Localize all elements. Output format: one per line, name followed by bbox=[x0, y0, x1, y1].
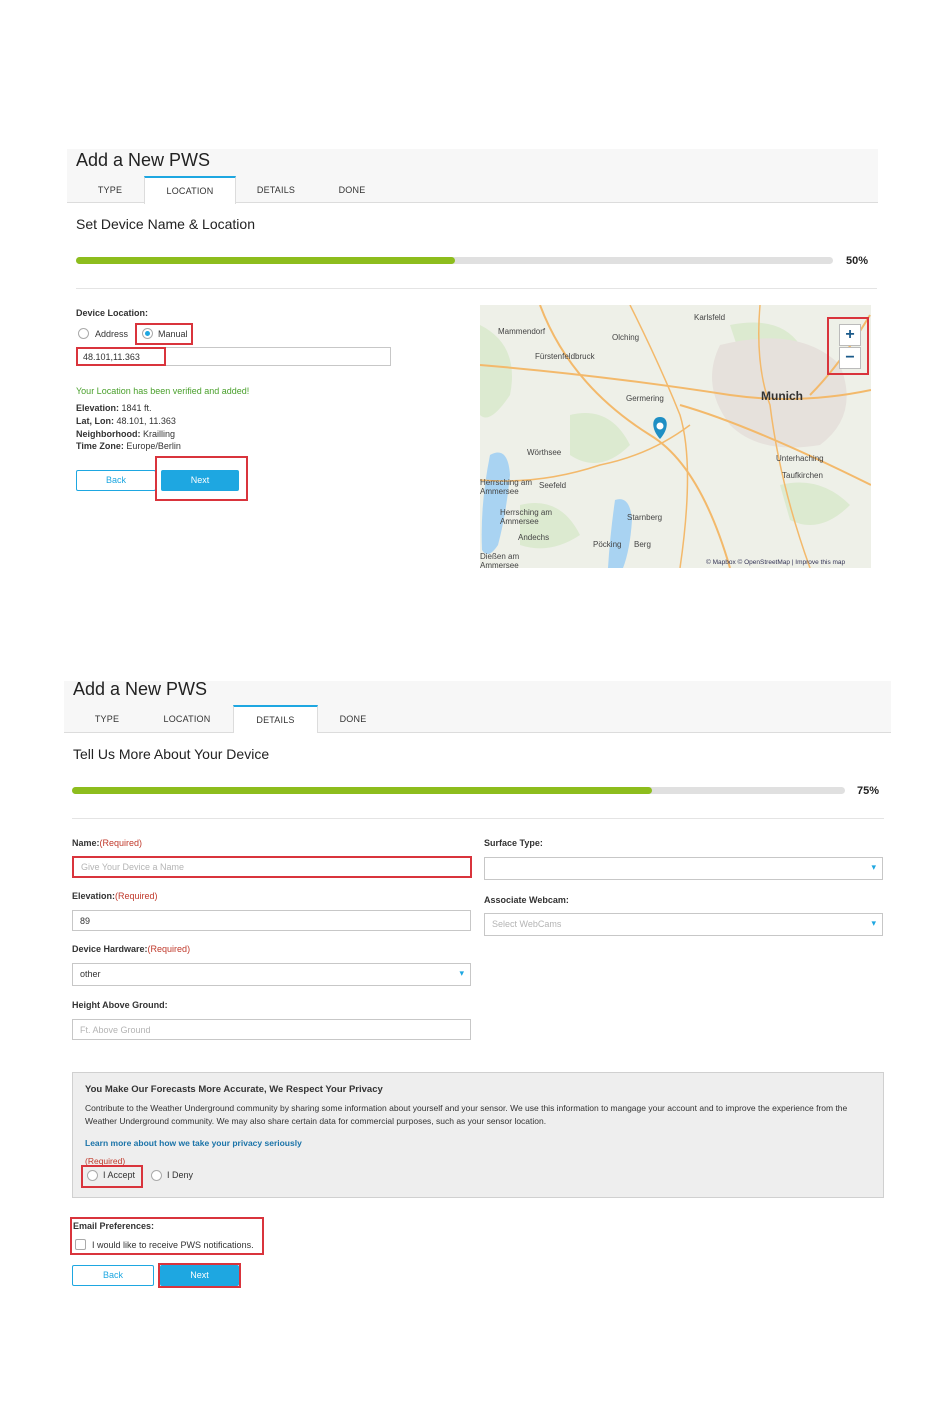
radio-manual[interactable] bbox=[142, 328, 153, 339]
timezone-info-value: Europe/Berlin bbox=[126, 441, 181, 451]
zoom-in-button[interactable]: + bbox=[839, 324, 861, 346]
map-label: Olching bbox=[612, 333, 640, 342]
map-label: Karlsfeld bbox=[694, 313, 726, 322]
location-input[interactable]: 48.101,11.363 bbox=[77, 347, 391, 366]
radio-deny-label: I Deny bbox=[167, 1170, 194, 1180]
map-label: Seefeld bbox=[539, 481, 567, 490]
map-label: Taufkirchen bbox=[782, 471, 823, 480]
back-button[interactable]: Back bbox=[76, 470, 156, 491]
map-label: Berg bbox=[634, 540, 651, 549]
timezone-info bbox=[76, 441, 181, 451]
required-marker: (Required) bbox=[115, 891, 158, 901]
height-label: Height Above Ground: bbox=[72, 1000, 168, 1010]
neighborhood-info-value: Krailling bbox=[143, 429, 176, 439]
progress-percent: 75% bbox=[857, 785, 880, 797]
tab-done[interactable]: DONE bbox=[339, 714, 367, 724]
map-label: Herrsching am Ammersee bbox=[500, 508, 553, 526]
progress-percent: 50% bbox=[846, 255, 869, 267]
hardware-label-text: Device Hardware: bbox=[72, 944, 148, 954]
map-label: Dießen am Ammersee bbox=[480, 552, 520, 568]
elevation-info bbox=[76, 403, 152, 413]
map-label: Herrsching am Ammersee bbox=[480, 478, 533, 496]
hardware-select-value: other bbox=[80, 969, 101, 979]
divider bbox=[72, 818, 884, 819]
timezone-info-label: Time Zone: bbox=[76, 441, 124, 451]
email-pref-checkbox[interactable] bbox=[75, 1239, 86, 1250]
next-button[interactable]: Next bbox=[161, 470, 239, 491]
zoom-out-button[interactable]: − bbox=[839, 347, 861, 369]
map-label: Fürstenfeldbruck bbox=[535, 352, 595, 361]
progress-bar bbox=[76, 257, 833, 264]
map-label: Pöcking bbox=[593, 540, 622, 549]
next-button[interactable]: Next bbox=[160, 1265, 239, 1286]
divider bbox=[76, 288, 877, 289]
tab-details[interactable]: DETAILS bbox=[233, 705, 318, 733]
name-label bbox=[72, 838, 142, 848]
required-marker: (Required) bbox=[99, 838, 143, 848]
section-title: Tell Us More About Your Device bbox=[73, 746, 270, 762]
tab-type[interactable]: TYPE bbox=[97, 185, 123, 195]
elevation-input[interactable]: 89 bbox=[72, 910, 471, 931]
map-label: Andechs bbox=[518, 533, 550, 542]
map-label-munich: Munich bbox=[761, 389, 803, 403]
email-pref-label: Email Preferences: bbox=[73, 1221, 155, 1231]
elevation-label bbox=[72, 891, 158, 901]
elevation-info-value: 1841 ft. bbox=[121, 403, 152, 413]
privacy-body: Contribute to the Weather Underground community by sharing some information about yourself and your sensor. We use this information to mangage your account and to improve the experience from the Weather Underground community. We may also share certain data for commercial purposes, such as your sensor location. bbox=[85, 1103, 848, 1126]
privacy-title: You Make Our Forecasts More Accurate, We Respect Your Privacy bbox=[85, 1084, 383, 1095]
location-map[interactable] bbox=[480, 305, 871, 568]
height-input[interactable]: Ft. Above Ground bbox=[72, 1019, 471, 1040]
latlon-info bbox=[76, 416, 176, 426]
progress-fill bbox=[76, 257, 455, 264]
neighborhood-info bbox=[76, 429, 175, 439]
radio-manual-label: Manual bbox=[158, 329, 188, 339]
neighborhood-info-label: Neighborhood: bbox=[76, 429, 141, 439]
verified-message: Your Location has been verified and added! bbox=[76, 386, 250, 396]
page-title: Add a New PWS bbox=[76, 150, 211, 170]
webcam-select-placeholder: Select WebCams bbox=[492, 919, 562, 929]
map-label: Mammendorf bbox=[498, 327, 546, 336]
tab-details[interactable]: DETAILS bbox=[256, 185, 296, 195]
section-title: Set Device Name & Location bbox=[76, 216, 255, 232]
latlon-info-value: 48.101, 11.363 bbox=[116, 416, 176, 426]
latlon-info-label: Lat, Lon: bbox=[76, 416, 114, 426]
elevation-label-text: Elevation: bbox=[72, 891, 116, 901]
radio-accept-label: I Accept bbox=[103, 1170, 136, 1180]
name-label-text: Name: bbox=[72, 838, 100, 848]
tab-location[interactable]: LOCATION bbox=[144, 176, 236, 204]
hardware-label bbox=[72, 944, 190, 954]
page-title: Add a New PWS bbox=[73, 679, 208, 699]
name-input[interactable]: Give Your Device a Name bbox=[73, 856, 471, 877]
hardware-select[interactable] bbox=[72, 963, 471, 986]
radio-deny[interactable] bbox=[151, 1170, 162, 1181]
device-location-label: Device Location: bbox=[76, 308, 149, 318]
map-label: Germering bbox=[626, 394, 664, 403]
radio-accept[interactable] bbox=[87, 1170, 98, 1181]
back-button[interactable]: Back bbox=[72, 1265, 154, 1286]
privacy-panel bbox=[72, 1072, 884, 1198]
map-attribution[interactable]: © Mapbox © OpenStreetMap | Improve this map bbox=[706, 559, 846, 566]
map-label: Starnberg bbox=[627, 513, 663, 522]
map-canvas bbox=[480, 305, 871, 568]
radio-address[interactable] bbox=[78, 328, 89, 339]
required-marker: (Required) bbox=[147, 944, 191, 954]
webcam-label: Associate Webcam: bbox=[484, 895, 569, 905]
privacy-link[interactable]: Learn more about how we take your privacy seriously bbox=[85, 1138, 302, 1148]
email-pref-text: I would like to receive PWS notifications. bbox=[92, 1240, 254, 1250]
surface-select[interactable] bbox=[484, 857, 883, 880]
webcam-select[interactable] bbox=[484, 913, 883, 936]
progress-fill bbox=[72, 787, 652, 794]
map-label: Unterhaching bbox=[776, 454, 824, 463]
map-label: Wörthsee bbox=[527, 448, 562, 457]
progress-bar bbox=[72, 787, 845, 794]
radio-address-label: Address bbox=[95, 329, 129, 339]
privacy-required: (Required) bbox=[85, 1156, 126, 1166]
tab-location[interactable]: LOCATION bbox=[163, 714, 211, 724]
elevation-info-label: Elevation: bbox=[76, 403, 120, 413]
surface-label: Surface Type: bbox=[484, 838, 543, 848]
tab-done[interactable]: DONE bbox=[338, 185, 366, 195]
tab-type[interactable]: TYPE bbox=[94, 714, 120, 724]
